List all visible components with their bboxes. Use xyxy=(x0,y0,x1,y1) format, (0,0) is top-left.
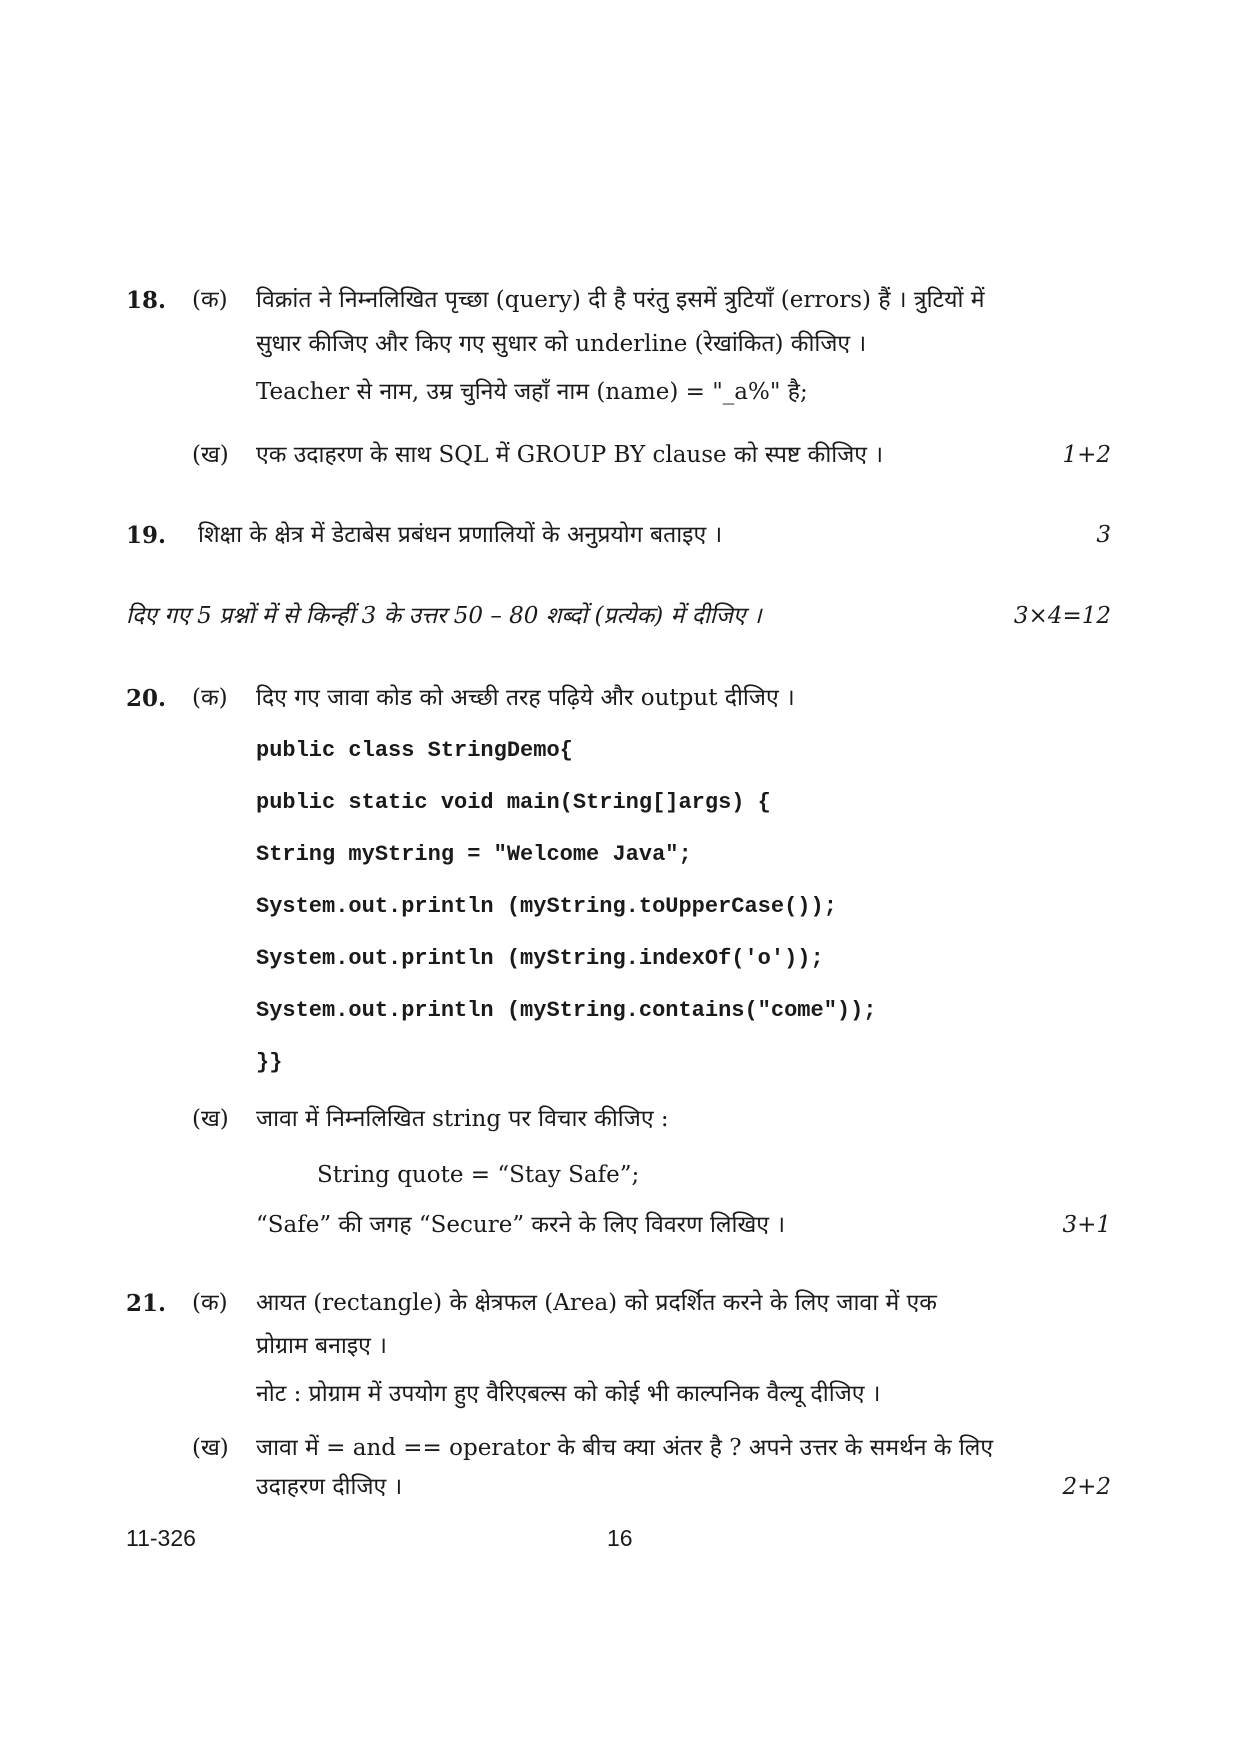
section-instruction: दिए गए 5 प्रश्नों में से किन्हीं 3 के उत्तर 50 – 80 शब्दों (प्रत्येक) में दीजिए । xyxy=(126,603,762,629)
code-line-1: public class StringDemo{ xyxy=(256,738,573,763)
code-line-3: String myString = "Welcome Java"; xyxy=(256,842,692,867)
q21-marks: 2+2 xyxy=(1062,1474,1111,1500)
q18-part-a-line2: सुधार कीजिए और किए गए सुधार को underline (रेखांकित) कीजिए । xyxy=(256,331,867,357)
code-line-2: public static void main(String[]args) { xyxy=(256,790,771,815)
q18-marks: 1+2 xyxy=(1062,442,1111,468)
question-number-20: 20. xyxy=(126,685,167,712)
code-line-4: System.out.println (myString.toUpperCase()); xyxy=(256,894,837,919)
q19-marks: 3 xyxy=(1096,522,1111,548)
q20-marks: 3+1 xyxy=(1062,1212,1111,1238)
q21-part-b-label: (ख) xyxy=(192,1435,229,1461)
q20-part-b-line2: String quote = “Stay Safe”; xyxy=(317,1162,640,1188)
question-number-18: 18. xyxy=(126,287,167,314)
q18-part-a-line1: विक्रांत ने निम्नलिखित पृच्छा (query) दी है परंतु इसमें त्रुटियाँ (errors) हैं । त्रुटियों में xyxy=(256,287,985,313)
q20-part-b-line3: “Safe” की जगह “Secure” करने के लिए विवरण लिखिए । xyxy=(256,1212,786,1238)
q21-part-b-line2: उदाहरण दीजिए । xyxy=(256,1474,403,1500)
page-number: 16 xyxy=(607,1525,633,1551)
q18-part-a-line3: Teacher से नाम, उम्र चुनिये जहाँ नाम (name) = "_a%" है; xyxy=(256,379,808,405)
code-line-6: System.out.println (myString.contains("come")); xyxy=(256,998,877,1023)
q19-text: शिक्षा के क्षेत्र में डेटाबेस प्रबंधन प्रणालियों के अनुप्रयोग बताइए । xyxy=(198,522,723,548)
code-line-5: System.out.println (myString.indexOf('o')); xyxy=(256,946,824,971)
q18-part-a-label: (क) xyxy=(192,287,228,313)
question-number-19: 19. xyxy=(126,522,167,549)
q18-part-b-label: (ख) xyxy=(192,442,229,468)
paper-code: 11-326 xyxy=(126,1525,196,1551)
code-line-7: }} xyxy=(256,1050,283,1075)
q20-part-a-line1: दिए गए जावा कोड को अच्छी तरह पढ़िये और output दीजिए । xyxy=(256,685,795,711)
q20-part-a-label: (क) xyxy=(192,685,228,711)
q18-part-b-line1: एक उदाहरण के साथ SQL में GROUP BY clause को स्पष्ट कीजिए । xyxy=(256,442,884,468)
q20-part-b-label: (ख) xyxy=(192,1106,229,1132)
q21-part-a-line1: आयत (rectangle) के क्षेत्रफल (Area) को प्रदर्शित करने के लिए जावा में एक xyxy=(256,1290,937,1316)
q20-part-b-line1: जावा में निम्नलिखित string पर विचार कीजिए : xyxy=(256,1106,669,1132)
q21-part-a-line2: प्रोग्राम बनाइए । xyxy=(256,1333,387,1359)
q21-part-b-line1: जावा में = and == operator के बीच क्या अंतर है ? अपने उत्तर के समर्थन के लिए xyxy=(256,1435,994,1461)
section-marks: 3×4=12 xyxy=(1013,603,1111,629)
q21-part-a-label: (क) xyxy=(192,1290,228,1316)
q21-part-a-line3: नोट : प्रोग्राम में उपयोग हुए वैरिएबल्स को कोई भी काल्पनिक वैल्यू दीजिए । xyxy=(256,1381,881,1407)
question-number-21: 21. xyxy=(126,1290,167,1317)
